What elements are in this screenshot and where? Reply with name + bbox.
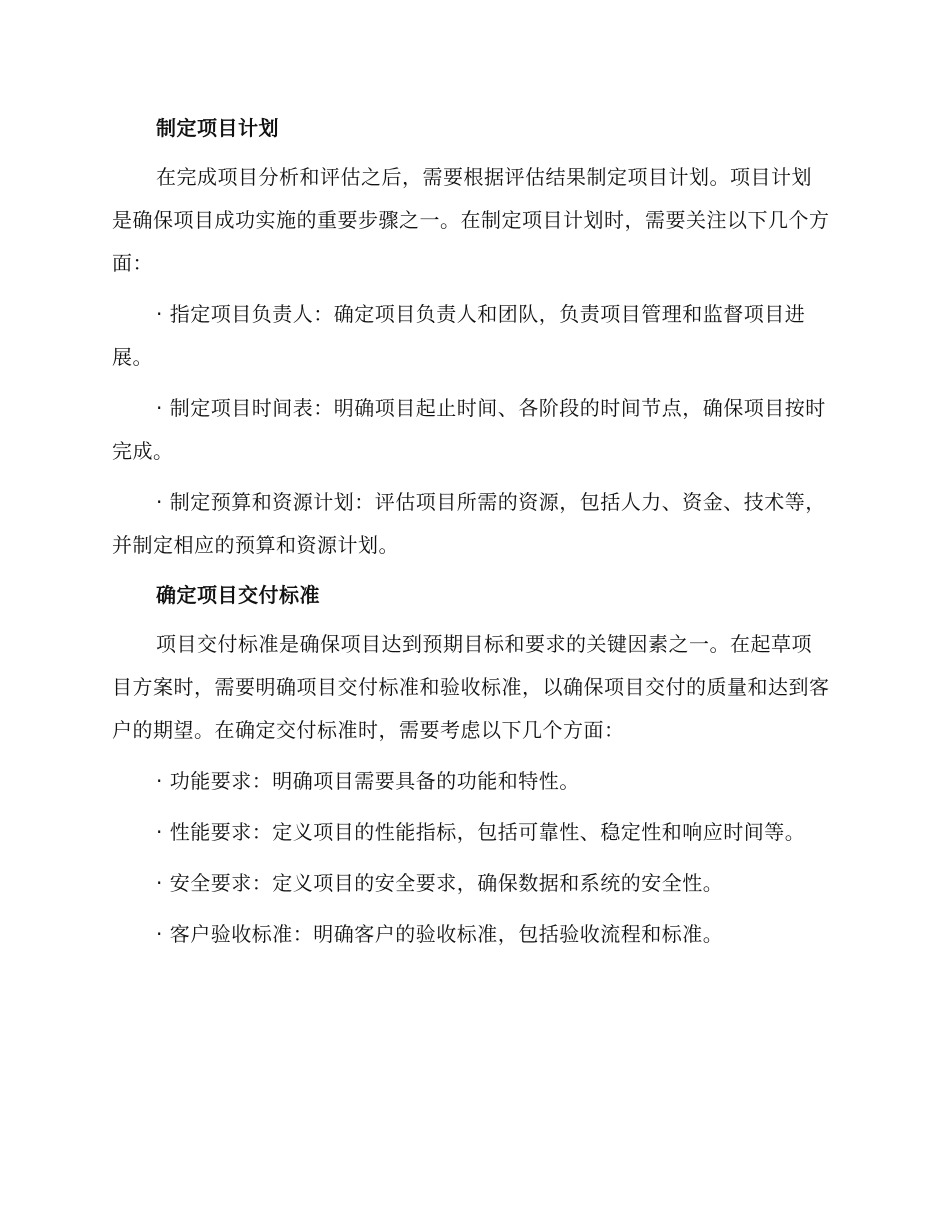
bullet-assign-owner: · 指定项目负责人：确定项目负责人和团队，负责项目管理和监督项目进展。 — [112, 302, 806, 369]
section-heading-project-plan: 制定项目计划 — [156, 116, 279, 140]
section-heading-delivery-standards: 确定项目交付标准 — [156, 583, 320, 607]
bullet-acceptance-criteria: · 客户验收标准：明确客户的验收标准，包括验收流程和标准。 — [156, 922, 724, 946]
section-intro-project-plan: 在完成项目分析和评估之后，需要根据评估结果制定项目计划。项目计划是确保项目成功实施的重要步骤之一。在制定项目计划时，需要关注以下几个方面： — [112, 165, 830, 275]
bullet-budget-resources: · 制定预算和资源计划：评估项目所需的资源，包括人力、资金、技术等，并制定相应的预算和资源计划。 — [112, 490, 826, 557]
document-body — [112, 108, 832, 964]
bullet-security-requirements: · 安全要求：定义项目的安全要求，确保数据和系统的安全性。 — [156, 871, 724, 895]
bullet-functional-requirements: · 功能要求：明确项目需要具备的功能和特性。 — [156, 769, 580, 793]
section-intro-delivery-standards: 项目交付标准是确保项目达到预期目标和要求的关键因素之一。在起草项目方案时，需要明确项目交付标准和验收标准，以确保项目交付的质量和达到客户的期望。在确定交付标准时，需要考虑以下几个方面： — [112, 632, 830, 742]
bullet-project-schedule: · 制定项目时间表：明确项目起止时间、各阶段的时间节点，确保项目按时完成。 — [112, 396, 826, 463]
bullet-performance-requirements: · 性能要求：定义项目的性能指标，包括可靠性、稳定性和响应时间等。 — [156, 820, 806, 844]
